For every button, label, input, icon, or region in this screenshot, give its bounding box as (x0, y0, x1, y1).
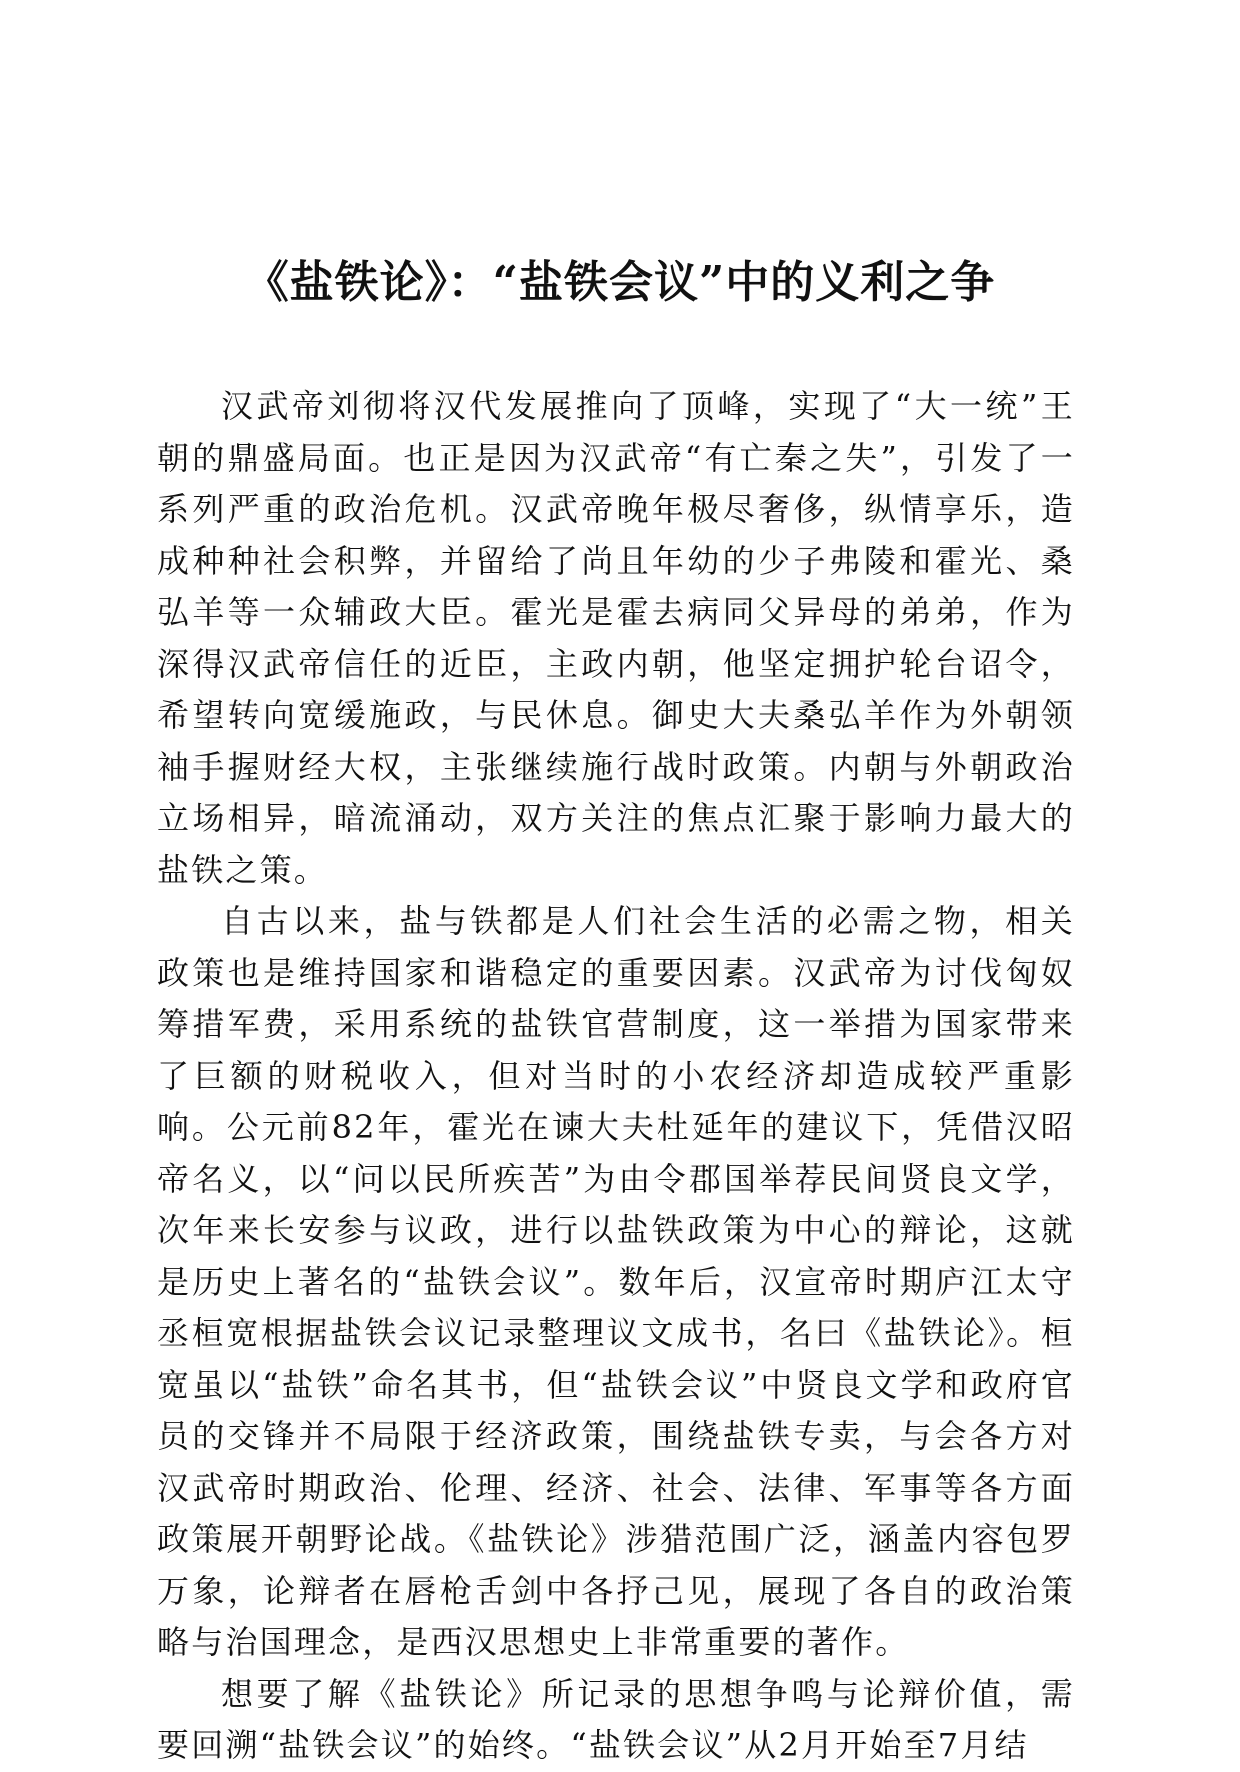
document-body (157, 381, 1075, 1772)
document-title: 《盐铁论》：“盐铁会议”中的义利之争 (244, 257, 996, 308)
paragraph-1: 汉武帝刘彻将汉代发展推向了顶峰，实现了“大一统”王朝的鼎盛局面。也正是因为汉武帝“有亡秦之失”，引发了一系列严重的政治危机。汉武帝晚年极尽奢侈，纵情享乐，造成种种社会积弊，并留给了尚且年幼的少子弗陵和霍光、桑弘羊等一众辅政大臣。霍光是霍去病同父异母的弟弟，作为深得汉武帝信任的近臣，主政内朝，他坚定拥护轮台诏令，希望转向宽缓施政，与民休息。御史大夫桑弘羊作为外朝领袖手握财经大权，主张继续施行战时政策。内朝与外朝政治立场相异，暗流涌动，双方关注的焦点汇聚于影响力最大的盐铁之策。 (157, 387, 1075, 889)
paragraph-2: 自古以来，盐与铁都是人们社会生活的必需之物，相关政策也是维持国家和谐稳定的重要因素。汉武帝为讨伐匈奴筹措军费，采用系统的盐铁官营制度，这一举措为国家带来了巨额的财税收入，但对当时的小农经济却造成较严重影响。公元前82年，霍光在谏大夫杜延年的建议下，凭借汉昭帝名义，以“问以民所疾苦”为由令郡国举荐民间贤良文学，次年来长安参与议政，进行以盐铁政策为中心的辩论，这就是历史上著名的“盐铁会议”。数年后，汉宣帝时期庐江太守丞桓宽根据盐铁会议记录整理议文成书，名曰《盐铁论》。桓宽虽以“盐铁”命名其书，但“盐铁会议”中贤良文学和政府官员的交锋并不局限于经济政策，围绕盐铁专卖，与会各方对汉武帝时期政治、伦理、经济、社会、法律、军事等各方面政策展开朝野论战。《盐铁论》涉猎范围广泛，涵盖内容包罗万象，论辩者在唇枪舌剑中各抒己见，展现了各自的政治策略与治国理念，是西汉思想史上非常重要的著作。 (157, 902, 1075, 1661)
paragraph-3: 想要了解《盐铁论》所记录的思想争鸣与论辩价值，需要回溯“盐铁会议”的始终。“盐铁会议”从2月开始至7月结 (157, 1674, 1075, 1764)
